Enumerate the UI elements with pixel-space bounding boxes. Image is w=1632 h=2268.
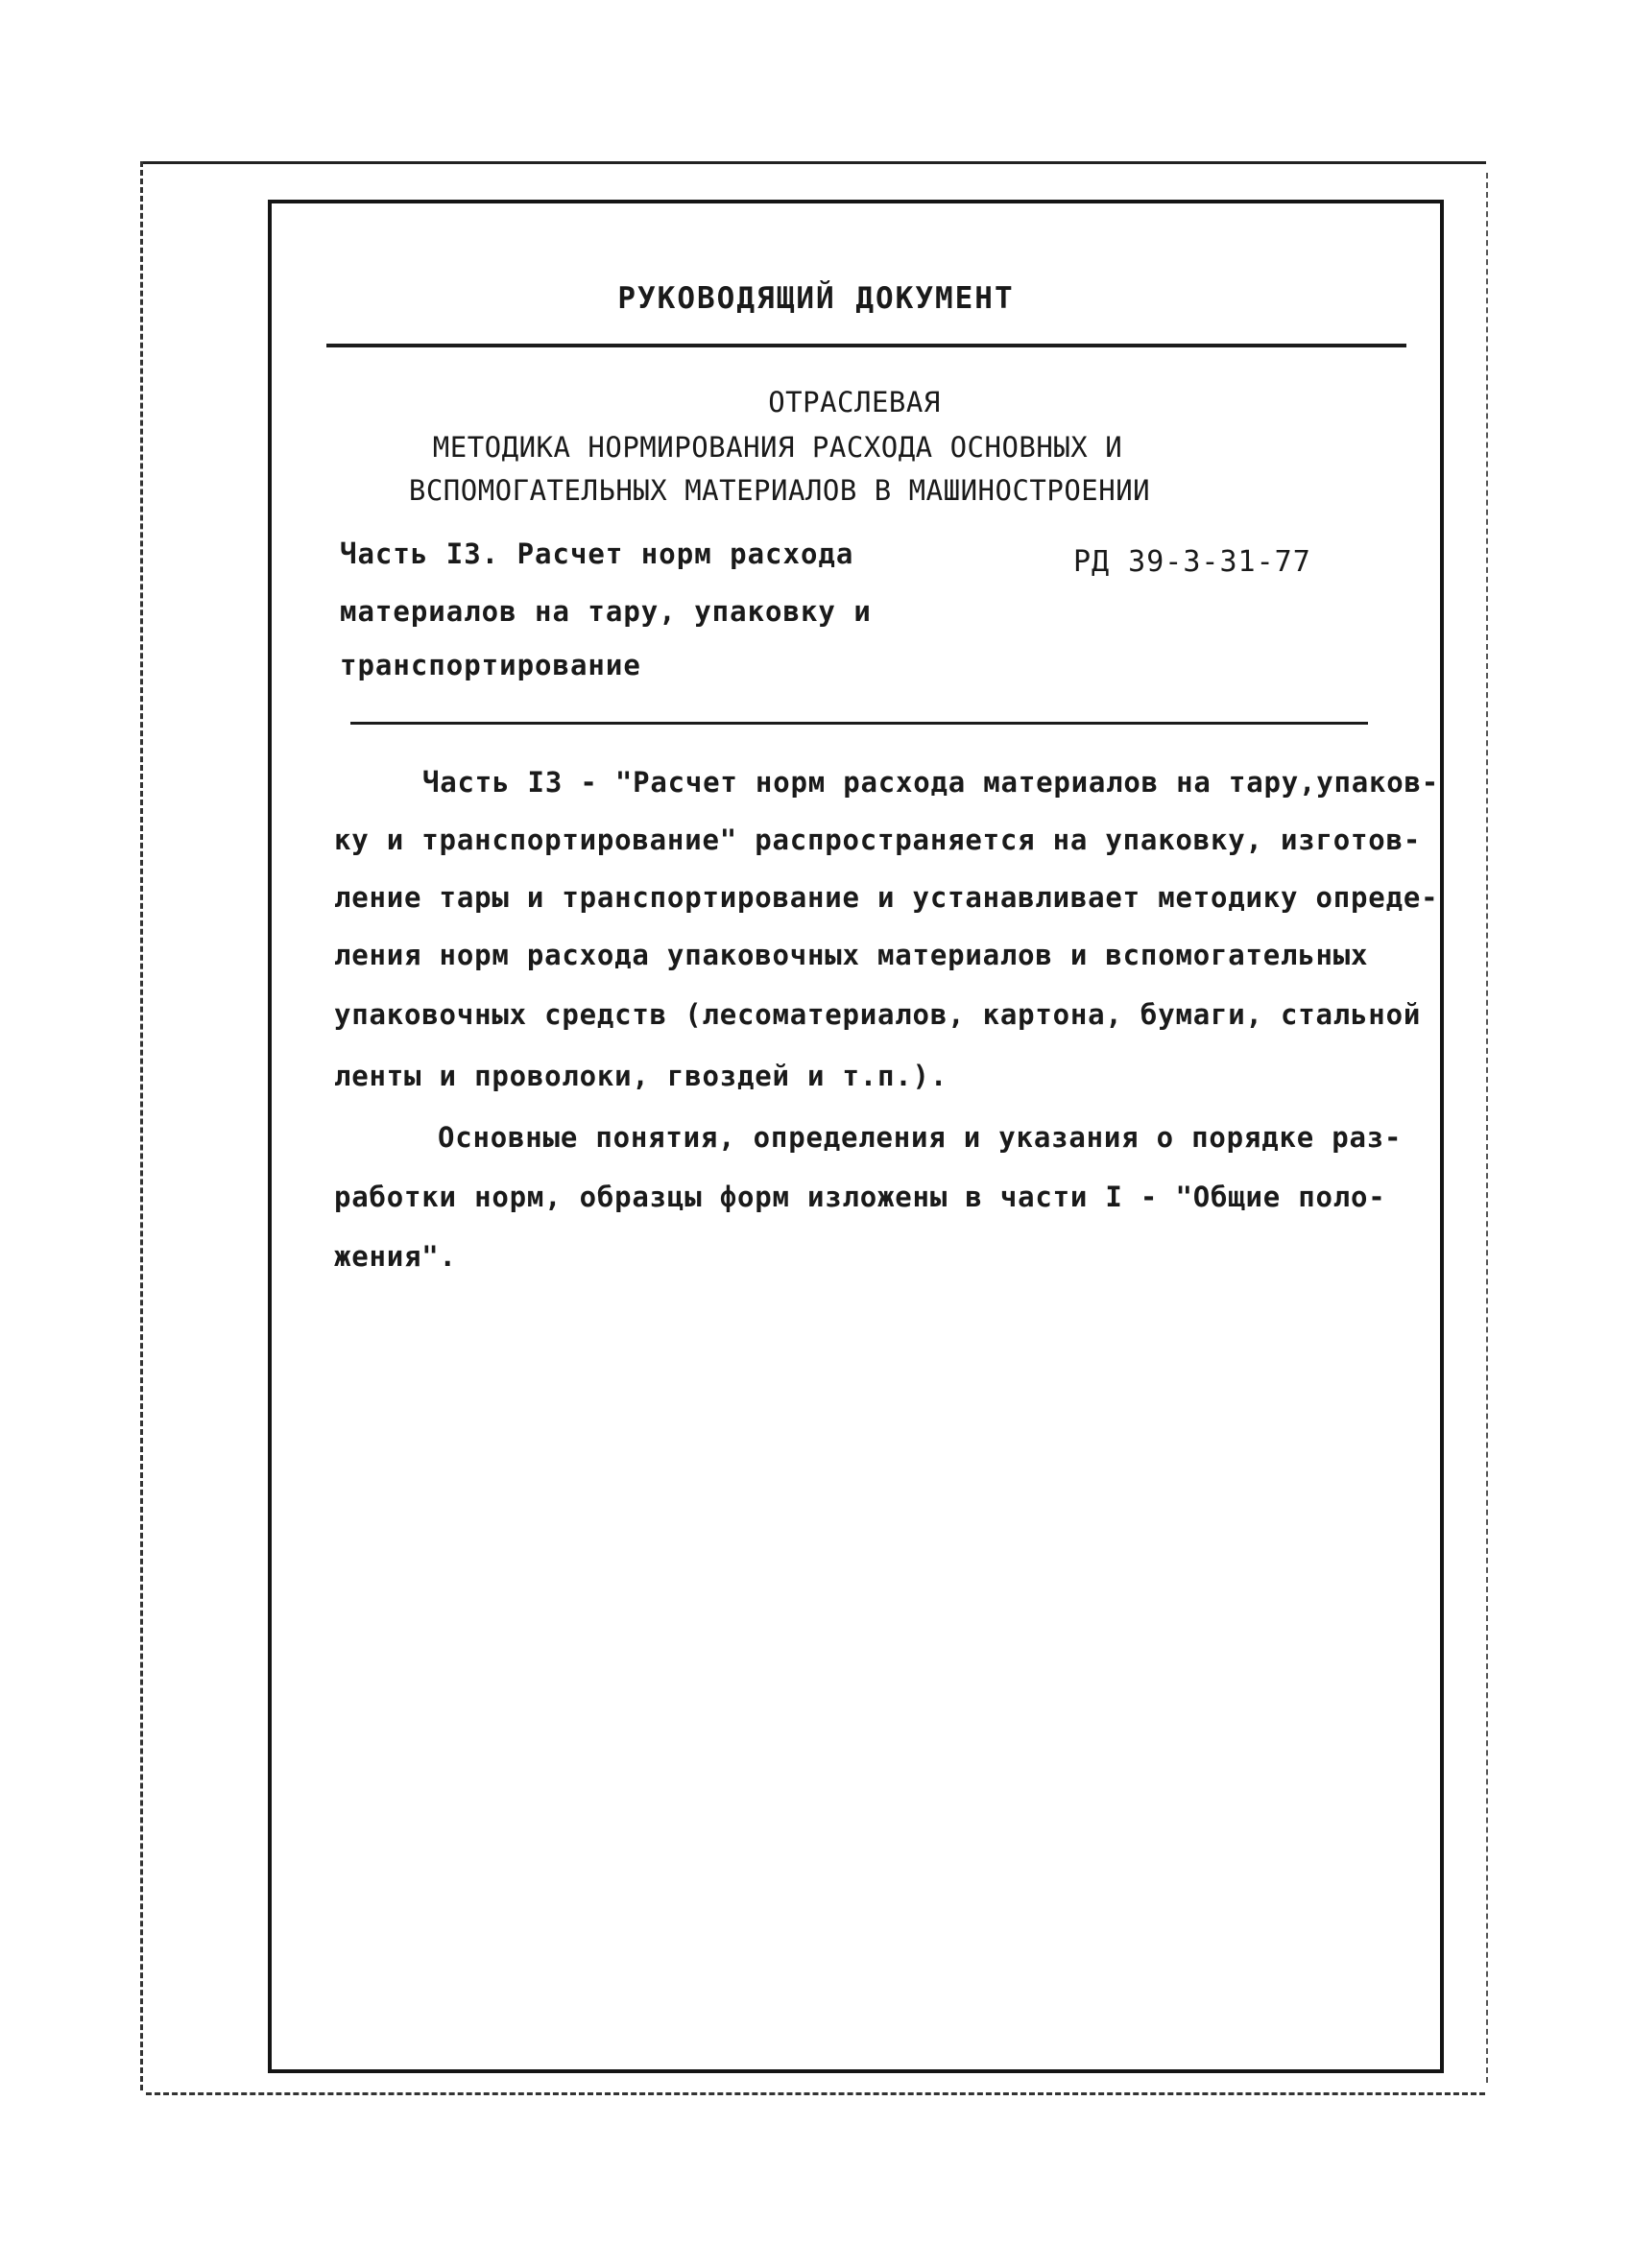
part-title-line-1: Часть I3. Расчет норм расхода	[340, 537, 854, 570]
sheet-frame-bottom	[146, 2092, 1485, 2095]
header-divider	[326, 344, 1406, 347]
body-line-8: работки норм, образцы форм изложены в части I - "Общие поло-	[334, 1181, 1386, 1213]
part-title-line-2: материалов на тару, упаковку и	[340, 595, 872, 628]
title-line-2: МЕТОДИКА НОРМИРОВАНИЯ РАСХОДА ОСНОВНЫХ И	[432, 431, 1123, 464]
part-divider	[350, 722, 1368, 725]
body-line-6: ленты и проволоки, гвоздей и т.п.).	[334, 1060, 948, 1092]
part-title-line-3: транспортирование	[340, 649, 641, 681]
document-type-heading: РУКОВОДЯЩИЙ ДОКУМЕНТ	[617, 281, 1015, 316]
document-code: РД 39-3-31-77	[1073, 545, 1311, 579]
title-line-3: ВСПОМОГАТЕЛЬНЫХ МАТЕРИАЛОВ В МАШИНОСТРОЕНИИ	[408, 474, 1151, 507]
body-line-3: ление тары и транспортирование и устанавливает методику опреде-	[334, 881, 1439, 914]
body-line-9: жения".	[334, 1240, 457, 1273]
body-line-4: ления норм расхода упаковочных материалов и вспомогательных	[334, 939, 1369, 971]
body-line-1: Часть I3 - "Расчет норм расхода материалов на тару,упаков-	[422, 766, 1440, 799]
body-line-2: ку и транспортирование" распространяется на упаковку, изготов-	[334, 824, 1422, 856]
title-line-1: ОТРАСЛЕВАЯ	[768, 386, 941, 418]
sheet-frame-top	[142, 161, 1486, 164]
body-line-5: упаковочных средств (лесоматериалов, картона, бумаги, стальной	[334, 998, 1422, 1031]
body-line-7: Основные понятия, определения и указания о порядке раз-	[438, 1121, 1403, 1154]
